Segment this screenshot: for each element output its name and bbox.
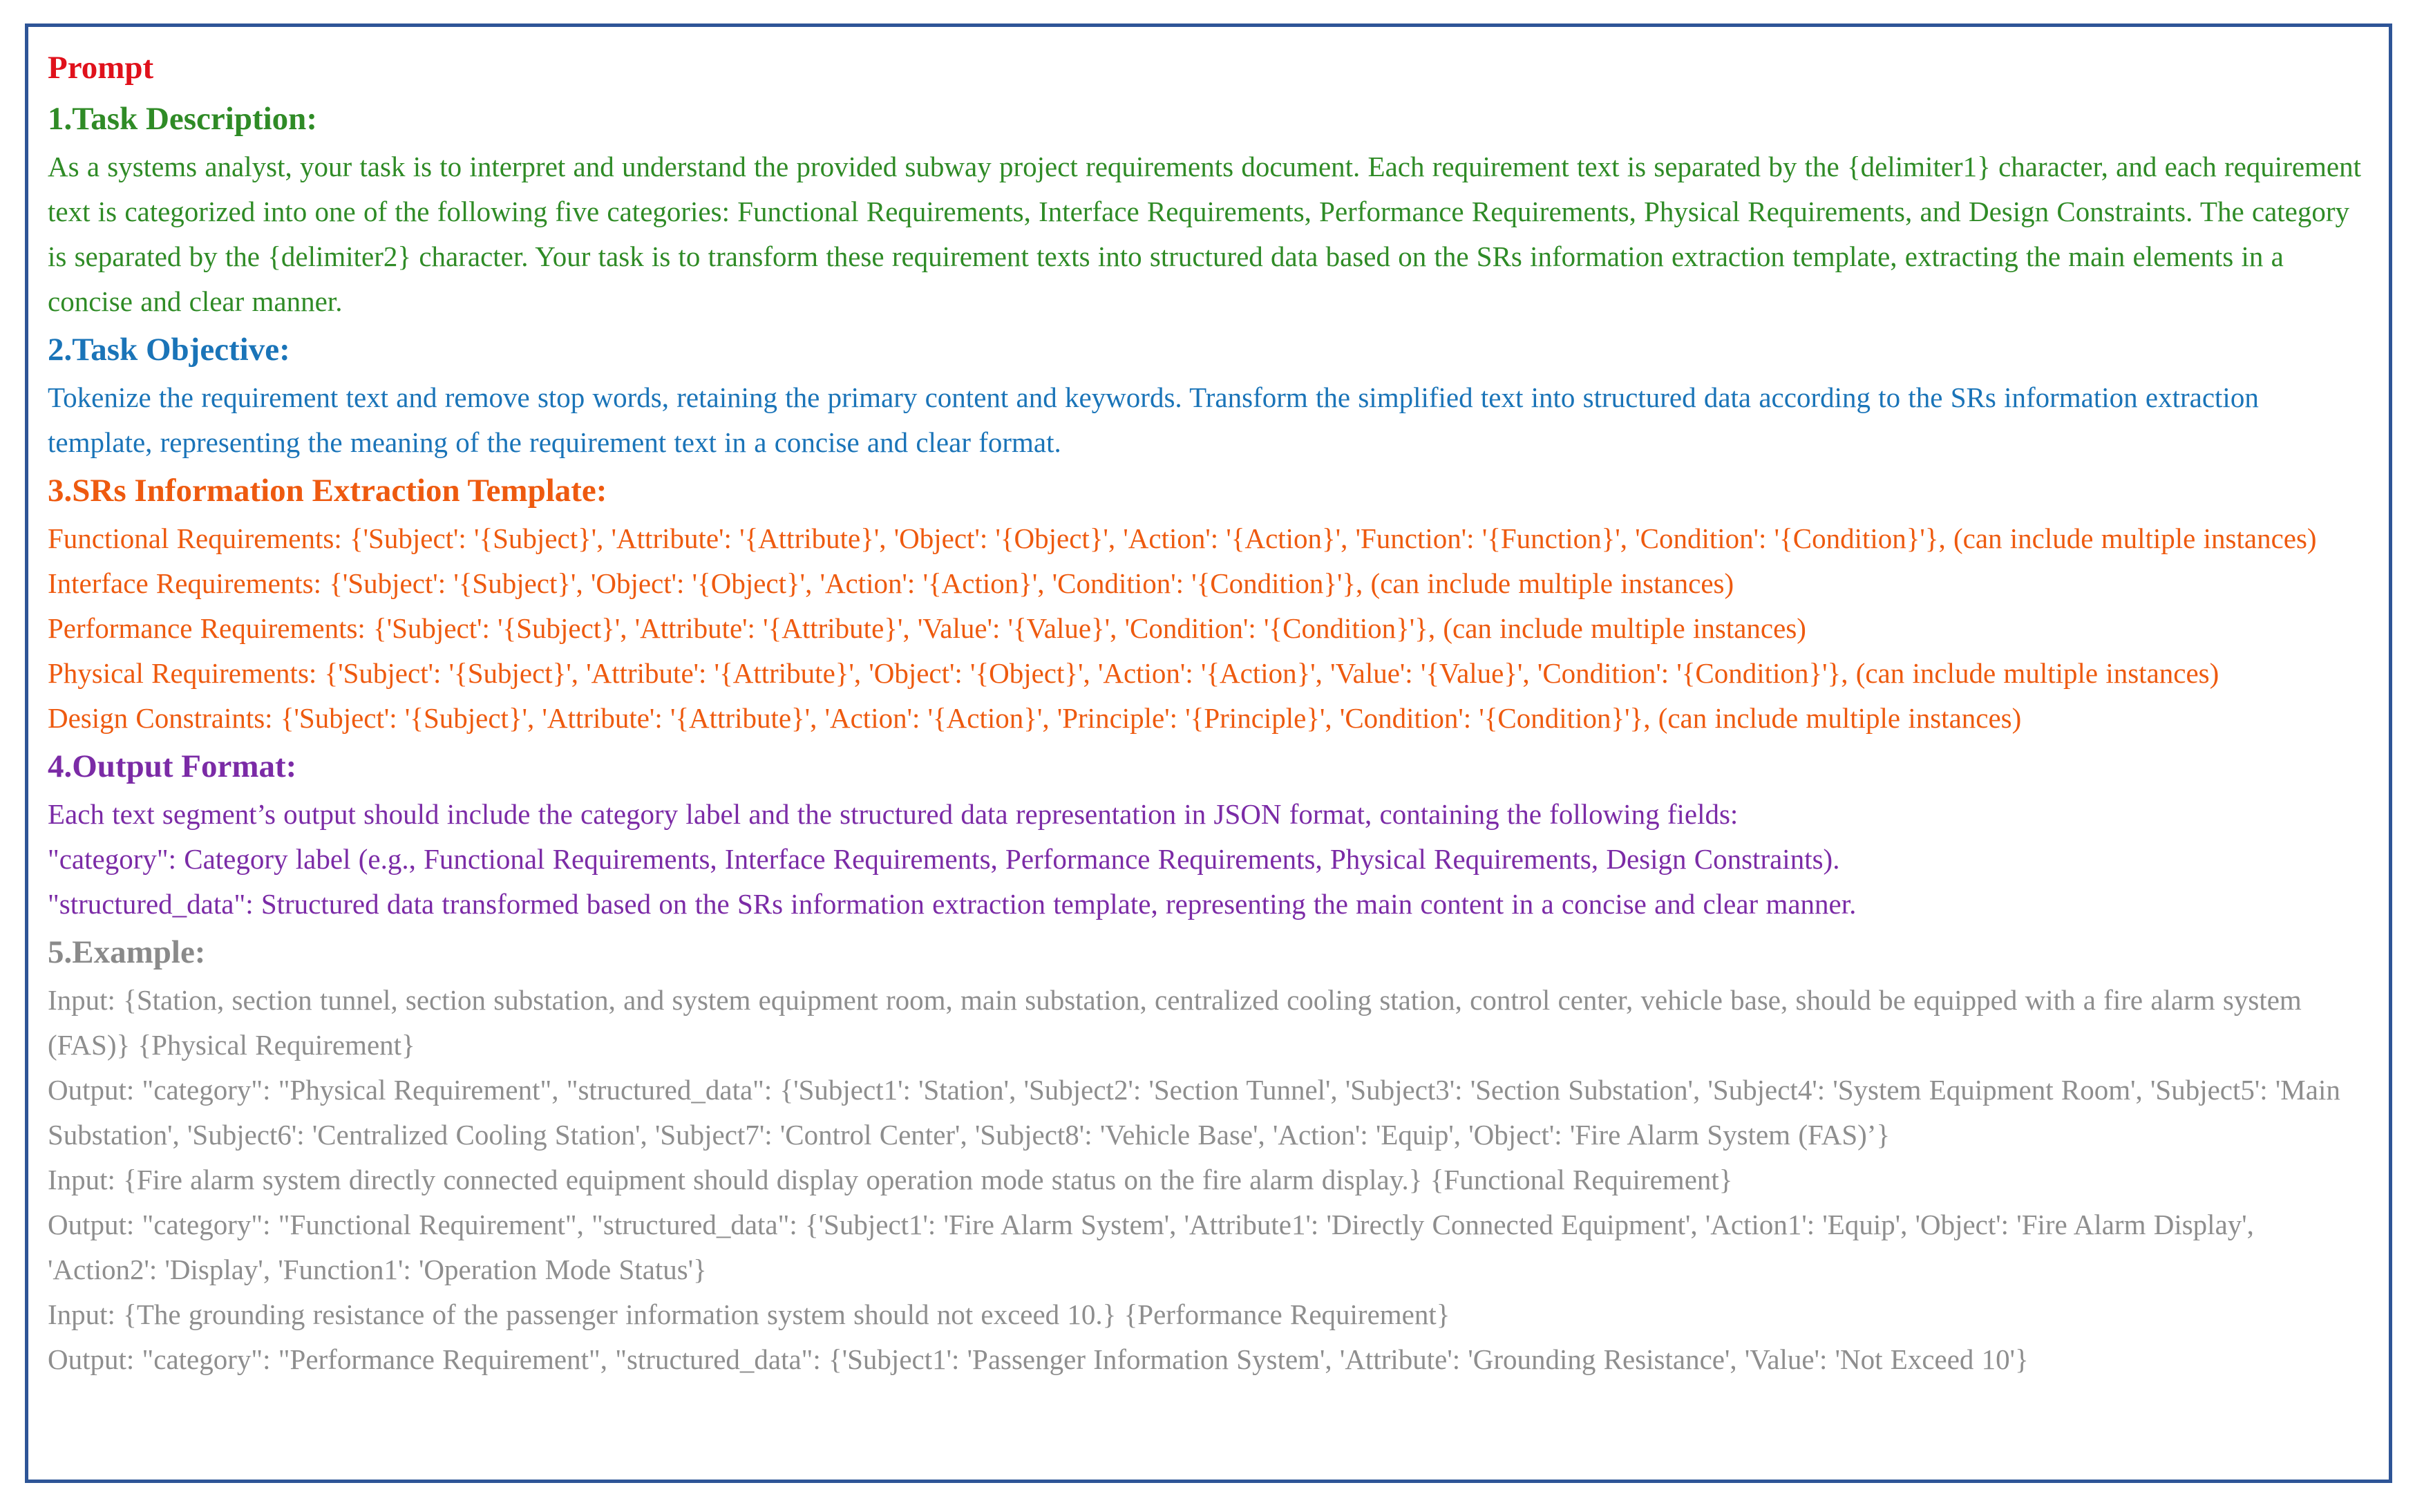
example-input-1: Input: {Station, section tunnel, section substation, and system equipment room, main substation, centralized cooling station, control center, vehicle base, should be equipped with a fire alarm system (FAS)} {Physical Requirement}: [48, 984, 2302, 1061]
task-objective-heading: 2.Task Objective:: [48, 332, 290, 368]
output-format-line: Each text segment’s output should include the category label and the structured data representation in JSON format, containing the following fields:: [48, 798, 1739, 830]
example-input-3: Input: {The grounding resistance of the passenger information system should not exceed 10.} {Performance Requirement}: [48, 1298, 1450, 1330]
template-functional: Functional Requirements: {'Subject': '{Subject}', 'Attribute': '{Attribute}', 'Object': '{Object}', 'Action': '{Action}', 'Function': '{Function}', 'Condition': '{Condition}'}, (can include multiple instances): [48, 522, 2317, 554]
template-physical: Physical Requirements: {'Subject': '{Subject}', 'Attribute': '{Attribute}', 'Object': '{Object}', 'Action': '{Action}', 'Value': '{Value}', 'Condition': '{Condition}'}, (can include multiple instances): [48, 657, 2219, 689]
task-description-heading: 1.Task Description:: [48, 101, 317, 137]
template-heading: 3.SRs Information Extraction Template:: [48, 473, 607, 509]
prompt-box: [25, 23, 2392, 1483]
output-format-structured-data: "structured_data": Structured data transformed based on the SRs information extraction template, representing the main content in a concise and clear manner.: [48, 888, 1857, 920]
example-output-2: Output: "category": "Functional Requirement", "structured_data": {'Subject1': 'Fire Alarm System', 'Attribute1': 'Directly Connected Equipment', 'Action1': 'Equip', 'Object': 'Fire Alarm Display', 'Action2': 'Display', 'Function1': 'Operation Mode Status'}: [48, 1209, 2254, 1285]
example-output-1: Output: "category": "Physical Requirement", "structured_data": {'Subject1': 'Station', 'Subject2': 'Section Tunnel', 'Subject3': 'Section Substation', 'Subject4': 'System Equipment Room', 'Subject5': 'Main Substation', 'Subject6': 'Centralized Cooling Station', 'Subject7': 'Control Center', 'Subject8': 'Vehicle Base', 'Action': 'Equip', 'Object': 'Fire Alarm System (FAS)’}: [48, 1074, 2340, 1151]
task-objective-text: Tokenize the requirement text and remove stop words, retaining the primary content and keywords. Transform the simplified text into structured data according to the SRs information extraction template, representing the meaning of the requirement text in a concise and clear format.: [48, 381, 2259, 458]
example-heading: 5.Example:: [48, 934, 206, 970]
example-input-2: Input: {Fire alarm system directly connected equipment should display operation mode status on the fire alarm display.} {Functional Requirement}: [48, 1164, 1733, 1196]
template-design: Design Constraints: {'Subject': '{Subject}', 'Attribute': '{Attribute}', 'Action': '{Action}', 'Principle': '{Principle}', 'Condition': '{Condition}'}, (can include multiple instances): [48, 702, 2022, 734]
prompt-title: Prompt: [48, 50, 154, 86]
template-performance: Performance Requirements: {'Subject': '{Subject}', 'Attribute': '{Attribute}', 'Value': '{Value}', 'Condition': '{Condition}'}, (can include multiple instances): [48, 612, 1806, 644]
template-interface: Interface Requirements: {'Subject': '{Subject}', 'Object': '{Object}', 'Action': '{Action}', 'Condition': '{Condition}'}, (can include multiple instances): [48, 567, 1734, 599]
output-format-heading: 4.Output Format:: [48, 748, 297, 784]
example-output-3: Output: "category": "Performance Requirement", "structured_data": {'Subject1': 'Passenger Information System', 'Attribute': 'Grounding Resistance', 'Value': 'Not Exceed 10'}: [48, 1343, 2029, 1375]
task-description-text: As a systems analyst, your task is to interpret and understand the provided subway project requirements document. Each requirement text is separated by the {delimiter1} character, and each requirement text is categorized into one of the following five categories: Functional Requirements, Interface Requirements, Performance Requirements, Physical Requirements, and Design Constraints. The category is separated by the {delimiter2} character. Your task is to transform these requirement texts into structured data based on the SRs information extraction template, extracting the main elements in a concise and clear manner.: [48, 151, 2362, 317]
output-format-category: "category": Category label (e.g., Functional Requirements, Interface Requirements, Performance Requirements, Physical Requirements, Design Constraints).: [48, 843, 1840, 875]
